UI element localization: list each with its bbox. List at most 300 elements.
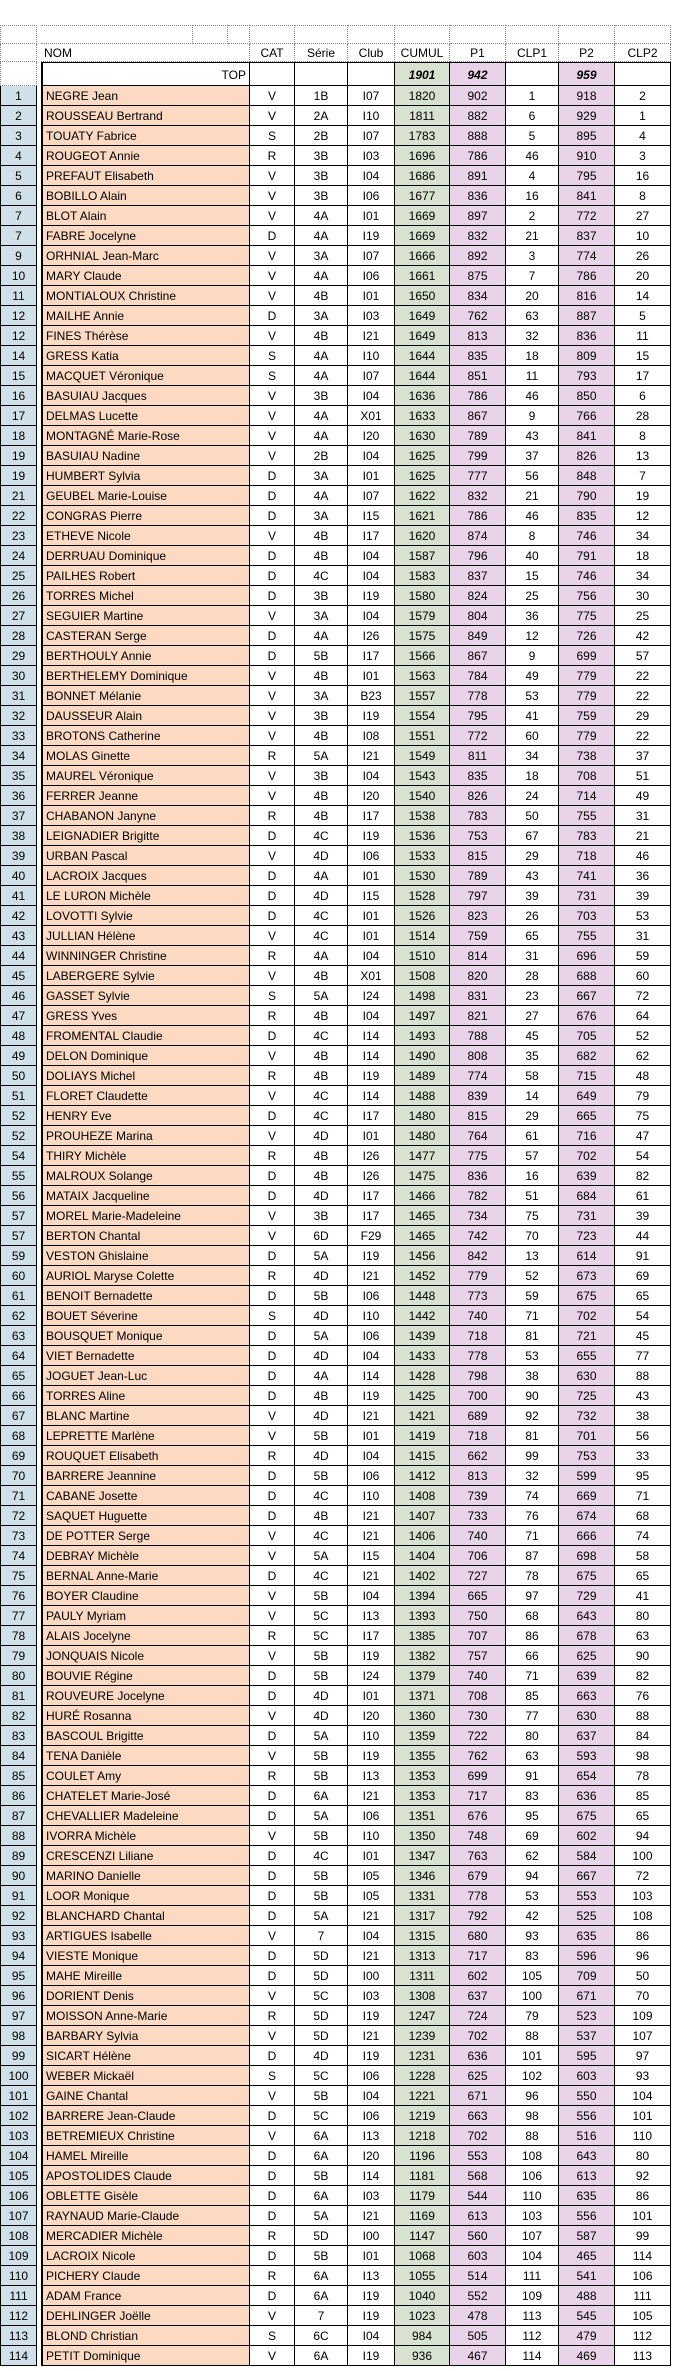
club-cell: I21: [348, 1906, 395, 1926]
p1-cell: 722: [450, 1726, 506, 1746]
club-cell: I13: [348, 1766, 395, 1786]
nom-cell: AURIOL Maryse Colette: [41, 1266, 250, 1286]
cat-cell: D: [250, 1366, 295, 1386]
p2-cell: 667: [559, 1866, 615, 1886]
rank-cell: 71: [0, 1486, 37, 1506]
p2-cell: 630: [559, 1366, 615, 1386]
p2-cell: 887: [559, 306, 615, 326]
clp2-cell: 21: [615, 826, 671, 846]
club-cell: I00: [348, 1966, 395, 1986]
rank-cell: 69: [0, 1446, 37, 1466]
rank-cell: 12: [0, 326, 37, 346]
nom-cell: ALAIS Jocelyne: [41, 1626, 250, 1646]
cat-cell: D: [250, 546, 295, 566]
serie-cell: 4A: [295, 426, 348, 446]
p1-cell: 568: [450, 2166, 506, 2186]
cumul-cell: 1549: [395, 746, 450, 766]
p1-cell: 762: [450, 306, 506, 326]
p1-cell: 759: [450, 926, 506, 946]
clp1-cell: 16: [506, 186, 559, 206]
serie-cell: 4D: [295, 1446, 348, 1466]
cumul-cell: 1620: [395, 526, 450, 546]
table-row: [0, 946, 675, 966]
p1-cell: 867: [450, 406, 506, 426]
serie-cell: 4A: [295, 206, 348, 226]
cumul-cell: 1231: [395, 2046, 450, 2066]
nom-cell: LE LURON Michèle: [41, 886, 250, 906]
p1-cell: 764: [450, 1126, 506, 1146]
table-row: [0, 2046, 675, 2066]
cat-cell: V: [250, 1526, 295, 1546]
p2-cell: 469: [559, 2346, 615, 2366]
clp2-cell: 4: [615, 126, 671, 146]
p2-cell: 729: [559, 1586, 615, 1606]
p2-cell: 791: [559, 546, 615, 566]
serie-cell: 5B: [295, 1826, 348, 1846]
table-row: [0, 2026, 675, 2046]
nom-cell: MONTIALOUX Christine: [41, 286, 250, 306]
p2-cell: 635: [559, 2186, 615, 2206]
cumul-cell: 1379: [395, 1666, 450, 1686]
serie-cell: 5B: [295, 1286, 348, 1306]
serie-cell: 5B: [295, 2246, 348, 2266]
cumul-cell: 1169: [395, 2206, 450, 2226]
clp2-cell: 85: [615, 1786, 671, 1806]
clp2-cell: 114: [615, 2246, 671, 2266]
club-cell: I03: [348, 146, 395, 166]
p1-cell: 786: [450, 386, 506, 406]
p1-cell: 699: [450, 1766, 506, 1786]
table-row: [0, 1826, 675, 1846]
clp1-cell: 68: [506, 1606, 559, 1626]
serie-cell: 7: [295, 1926, 348, 1946]
club-cell: I06: [348, 1806, 395, 1826]
p1-cell: 718: [450, 1326, 506, 1346]
clp1-cell: 27: [506, 1006, 559, 1026]
cat-cell: D: [250, 466, 295, 486]
nom-cell: LABERGERE Sylvie: [41, 966, 250, 986]
cat-cell: V: [250, 266, 295, 286]
nom-cell: LACROIX Nicole: [41, 2246, 250, 2266]
cat-cell: V: [250, 166, 295, 186]
clp1-cell: 106: [506, 2166, 559, 2186]
nom-cell: PAILHES Robert: [41, 566, 250, 586]
cat-cell: D: [250, 486, 295, 506]
clp2-cell: 59: [615, 946, 671, 966]
cumul-cell: 1579: [395, 606, 450, 626]
p1-cell: 763: [450, 1846, 506, 1866]
p2-cell: 676: [559, 1006, 615, 1026]
cat-cell: D: [250, 1166, 295, 1186]
rank-cell: 84: [0, 1746, 37, 1766]
top-row: [0, 62, 675, 86]
cat-cell: D: [250, 1326, 295, 1346]
nom-cell: CHATELET Marie-José: [41, 1786, 250, 1806]
p2-cell: 793: [559, 366, 615, 386]
rank-cell: 30: [0, 666, 37, 686]
table-row: [0, 1686, 675, 1706]
p1-cell: 836: [450, 1166, 506, 1186]
p2-cell: 756: [559, 586, 615, 606]
nom-cell: BOBILLO Alain: [41, 186, 250, 206]
p1-cell: 478: [450, 2306, 506, 2326]
club-cell: I21: [348, 1406, 395, 1426]
p1-cell: 804: [450, 606, 506, 626]
p1-cell: 724: [450, 2006, 506, 2026]
table-row: [0, 1126, 675, 1146]
p1-cell: 706: [450, 1546, 506, 1566]
table-row: [0, 1566, 675, 1586]
clp1-cell: 1: [506, 86, 559, 106]
table-row: [0, 1646, 675, 1666]
cumul-cell: 1661: [395, 266, 450, 286]
club-cell: I19: [348, 2286, 395, 2306]
p2-cell: 665: [559, 1106, 615, 1126]
cat-cell: D: [250, 1286, 295, 1306]
cumul-cell: 1514: [395, 926, 450, 946]
club-cell: I24: [348, 986, 395, 1006]
rank-cell: 50: [0, 1066, 37, 1086]
p1-cell: 742: [450, 1226, 506, 1246]
p2-cell: 779: [559, 726, 615, 746]
nom-cell: VIET Bernadette: [41, 1346, 250, 1366]
clp1-cell: 94: [506, 1866, 559, 1886]
table-row: [0, 86, 675, 106]
nom-cell: MALROUX Solange: [41, 1166, 250, 1186]
clp2-cell: 107: [615, 2026, 671, 2046]
p1-cell: 823: [450, 906, 506, 926]
p2-cell: 556: [559, 2206, 615, 2226]
serie-cell: 5A: [295, 1326, 348, 1346]
p1-cell: 842: [450, 1246, 506, 1266]
cumul-cell: 1666: [395, 246, 450, 266]
p1-cell: 773: [450, 1286, 506, 1306]
nom-cell: FERRER Jeanne: [41, 786, 250, 806]
clp1-cell: 28: [506, 966, 559, 986]
clp1-cell: 83: [506, 1786, 559, 1806]
p1-cell: 874: [450, 526, 506, 546]
club-cell: I19: [348, 1386, 395, 1406]
clp1-cell: 46: [506, 506, 559, 526]
rank-cell: 6: [0, 186, 37, 206]
cumul-cell: 1068: [395, 2246, 450, 2266]
cumul-cell: 1477: [395, 1146, 450, 1166]
table-row: [0, 686, 675, 706]
table-row: [0, 1246, 675, 1266]
rank-cell: 21: [0, 486, 37, 506]
clp2-cell: 58: [615, 1546, 671, 1566]
clp1-cell: 6: [506, 106, 559, 126]
clp1-cell: 112: [506, 2326, 559, 2346]
nom-cell: ORHNIAL Jean-Marc: [41, 246, 250, 266]
table-row: [0, 2326, 675, 2346]
clp1-cell: 9: [506, 646, 559, 666]
clp2-cell: 94: [615, 1826, 671, 1846]
p1-cell: 784: [450, 666, 506, 686]
serie-cell: 4B: [295, 1506, 348, 1526]
p2-cell: 772: [559, 206, 615, 226]
clp1-cell: 57: [506, 1146, 559, 1166]
serie-cell: 5B: [295, 1646, 348, 1666]
p2-cell: 841: [559, 186, 615, 206]
clp2-cell: 98: [615, 1746, 671, 1766]
p2-cell: 654: [559, 1766, 615, 1786]
table-row: [0, 2266, 675, 2286]
nom-cell: CHEVALLIER Madeleine: [41, 1806, 250, 1826]
cat-cell: V: [250, 86, 295, 106]
nom-cell: NEGRE Jean: [41, 86, 250, 106]
nom-cell: BLANC Martine: [41, 1406, 250, 1426]
clp2-cell: 92: [615, 2166, 671, 2186]
serie-cell: 6A: [295, 2146, 348, 2166]
rank-cell: 46: [0, 986, 37, 1006]
table-row: [0, 526, 675, 546]
clp1-cell: 67: [506, 826, 559, 846]
table-row: [0, 2066, 675, 2086]
serie-cell: 4A: [295, 866, 348, 886]
p1-cell: 851: [450, 366, 506, 386]
p2-cell: 701: [559, 1426, 615, 1446]
p2-cell: 675: [559, 1286, 615, 1306]
p2-cell: 599: [559, 1466, 615, 1486]
clp1-cell: 37: [506, 446, 559, 466]
serie-cell: 4D: [295, 846, 348, 866]
cat-cell: D: [250, 1726, 295, 1746]
nom-cell: JOGUET Jean-Luc: [41, 1366, 250, 1386]
serie-cell: 5A: [295, 1906, 348, 1926]
serie-cell: 5B: [295, 1426, 348, 1446]
nom-cell: FABRE Jocelyne: [41, 226, 250, 246]
p1-cell: 815: [450, 846, 506, 866]
p2-cell: 643: [559, 2146, 615, 2166]
serie-cell: 4D: [295, 1126, 348, 1146]
serie-cell: 4D: [295, 1346, 348, 1366]
serie-cell: 3A: [295, 466, 348, 486]
rank-cell: 82: [0, 1706, 37, 1726]
club-cell: I26: [348, 1146, 395, 1166]
rank-cell: 34: [0, 746, 37, 766]
cat-cell: V: [250, 2126, 295, 2146]
serie-cell: 5A: [295, 1246, 348, 1266]
nom-cell: BONNET Mélanie: [41, 686, 250, 706]
rank-cell: 28: [0, 626, 37, 646]
rank-cell: 44: [0, 946, 37, 966]
rank-cell: 27: [0, 606, 37, 626]
rank-cell: 73: [0, 1526, 37, 1546]
cumul-cell: 1353: [395, 1786, 450, 1806]
table-row: [0, 426, 675, 446]
clp1-cell: 49: [506, 666, 559, 686]
clp1-cell: 18: [506, 346, 559, 366]
cat-cell: D: [250, 586, 295, 606]
p2-cell: 809: [559, 346, 615, 366]
serie-cell: 1B: [295, 86, 348, 106]
serie-cell: 4B: [295, 786, 348, 806]
serie-cell: 4A: [295, 266, 348, 286]
serie-cell: 6A: [295, 2186, 348, 2206]
top-cumul-cell: 1901: [395, 62, 450, 86]
club-cell: I01: [348, 926, 395, 946]
cat-cell: R: [250, 1006, 295, 1026]
clp1-cell: 42: [506, 1906, 559, 1926]
cumul-cell: 1147: [395, 2226, 450, 2246]
cat-cell: D: [250, 1806, 295, 1826]
nom-cell: VESTON Ghislaine: [41, 1246, 250, 1266]
clp2-cell: 80: [615, 1606, 671, 1626]
clp1-cell: 81: [506, 1426, 559, 1446]
p2-cell: 755: [559, 926, 615, 946]
cumul-cell: 1475: [395, 1166, 450, 1186]
club-cell: I04: [348, 766, 395, 786]
club-cell: I26: [348, 626, 395, 646]
table-row: [0, 1386, 675, 1406]
clp2-cell: 105: [615, 2306, 671, 2326]
serie-cell: 4B: [295, 806, 348, 826]
rank-cell: 99: [0, 2046, 37, 2066]
nom-cell: DELON Dominique: [41, 1046, 250, 1066]
serie-cell: 3B: [295, 586, 348, 606]
nom-cell: DEHLINGER Joëlle: [41, 2306, 250, 2326]
nom-cell: SEGUIER Martine: [41, 606, 250, 626]
clp1-cell: 29: [506, 846, 559, 866]
table-row: [0, 2226, 675, 2246]
nom-cell: ROUVEURE Jocelyne: [41, 1686, 250, 1706]
table-row: [0, 486, 675, 506]
club-cell: I19: [348, 1066, 395, 1086]
cat-cell: R: [250, 2006, 295, 2026]
cumul-cell: 1315: [395, 1926, 450, 1946]
table-row: [0, 1766, 675, 1786]
table-row: [0, 1466, 675, 1486]
clp2-cell: 96: [615, 1946, 671, 1966]
club-cell: I01: [348, 286, 395, 306]
nom-cell: GAINE Chantal: [41, 2086, 250, 2106]
p2-cell: 741: [559, 866, 615, 886]
cumul-cell: 1686: [395, 166, 450, 186]
nom-cell: BROTONS Catherine: [41, 726, 250, 746]
cumul-cell: 1179: [395, 2186, 450, 2206]
rank-cell: 106: [0, 2186, 37, 2206]
club-cell: I04: [348, 1346, 395, 1366]
top-club-cell: [348, 62, 395, 86]
cat-cell: V: [250, 1826, 295, 1846]
clp2-cell: 54: [615, 1146, 671, 1166]
nom-cell: MAUREL Véronique: [41, 766, 250, 786]
cat-cell: S: [250, 986, 295, 1006]
cat-cell: D: [250, 226, 295, 246]
p1-cell: 832: [450, 486, 506, 506]
cat-cell: V: [250, 926, 295, 946]
header-cumul: CUMUL: [395, 44, 450, 62]
nom-cell: DE POTTER Serge: [41, 1526, 250, 1546]
clp1-cell: 110: [506, 2186, 559, 2206]
table-row: [0, 1906, 675, 1926]
club-cell: I10: [348, 1726, 395, 1746]
clp1-cell: 32: [506, 1466, 559, 1486]
clp2-cell: 113: [615, 2346, 671, 2366]
serie-cell: 4C: [295, 1106, 348, 1126]
p1-cell: 837: [450, 566, 506, 586]
clp1-cell: 85: [506, 1686, 559, 1706]
clp2-cell: 5: [615, 306, 671, 326]
cumul-cell: 1649: [395, 326, 450, 346]
clp1-cell: 24: [506, 786, 559, 806]
cumul-cell: 1360: [395, 1706, 450, 1726]
rank-cell: 90: [0, 1866, 37, 1886]
cat-cell: V: [250, 386, 295, 406]
cumul-cell: 1811: [395, 106, 450, 126]
club-cell: I01: [348, 866, 395, 886]
p1-cell: 882: [450, 106, 506, 126]
serie-cell: 3B: [295, 706, 348, 726]
serie-cell: 5A: [295, 1546, 348, 1566]
serie-cell: 4A: [295, 346, 348, 366]
p2-cell: 779: [559, 666, 615, 686]
p2-cell: 746: [559, 566, 615, 586]
cat-cell: D: [250, 1486, 295, 1506]
serie-cell: 5B: [295, 1866, 348, 1886]
clp2-cell: 71: [615, 1486, 671, 1506]
serie-cell: 4A: [295, 406, 348, 426]
club-cell: I19: [348, 1246, 395, 1266]
cumul-cell: 1239: [395, 2026, 450, 2046]
rank-cell: 17: [0, 406, 37, 426]
cat-cell: S: [250, 2066, 295, 2086]
clp1-cell: 101: [506, 2046, 559, 2066]
rank-cell: 59: [0, 1246, 37, 1266]
p1-cell: 786: [450, 506, 506, 526]
clp1-cell: 56: [506, 466, 559, 486]
cat-cell: V: [250, 446, 295, 466]
clp2-cell: 72: [615, 1866, 671, 1886]
table-row: [0, 666, 675, 686]
clp2-cell: 27: [615, 206, 671, 226]
p1-cell: 702: [450, 2126, 506, 2146]
cat-cell: R: [250, 1766, 295, 1786]
clp2-cell: 101: [615, 2106, 671, 2126]
p2-cell: 523: [559, 2006, 615, 2026]
cumul-cell: 1353: [395, 1766, 450, 1786]
serie-cell: 3B: [295, 166, 348, 186]
serie-cell: 5B: [295, 2166, 348, 2186]
nom-cell: LOVOTTI Sylvie: [41, 906, 250, 926]
table-row: [0, 266, 675, 286]
clp2-cell: 88: [615, 1366, 671, 1386]
serie-cell: 4D: [295, 1406, 348, 1426]
cat-cell: D: [250, 886, 295, 906]
serie-cell: 5D: [295, 1966, 348, 1986]
clp1-cell: 13: [506, 1246, 559, 1266]
cumul-cell: 1313: [395, 1946, 450, 1966]
p2-cell: 779: [559, 686, 615, 706]
clp1-cell: 7: [506, 266, 559, 286]
table-row: [0, 246, 675, 266]
nom-cell: PAULY Myriam: [41, 1606, 250, 1626]
table-row: [0, 1606, 675, 1626]
header-clp1: CLP1: [506, 44, 559, 62]
nom-cell: MOREL Marie-Madeleine: [41, 1206, 250, 1226]
clp1-cell: 95: [506, 1806, 559, 1826]
rank-cell: 112: [0, 2306, 37, 2326]
p1-cell: 824: [450, 586, 506, 606]
cumul-cell: 1350: [395, 1826, 450, 1846]
club-cell: I13: [348, 2266, 395, 2286]
clp1-cell: 71: [506, 1526, 559, 1546]
serie-cell: 4C: [295, 1846, 348, 1866]
p2-cell: 630: [559, 1706, 615, 1726]
clp1-cell: 34: [506, 746, 559, 766]
serie-cell: 5D: [295, 2006, 348, 2026]
